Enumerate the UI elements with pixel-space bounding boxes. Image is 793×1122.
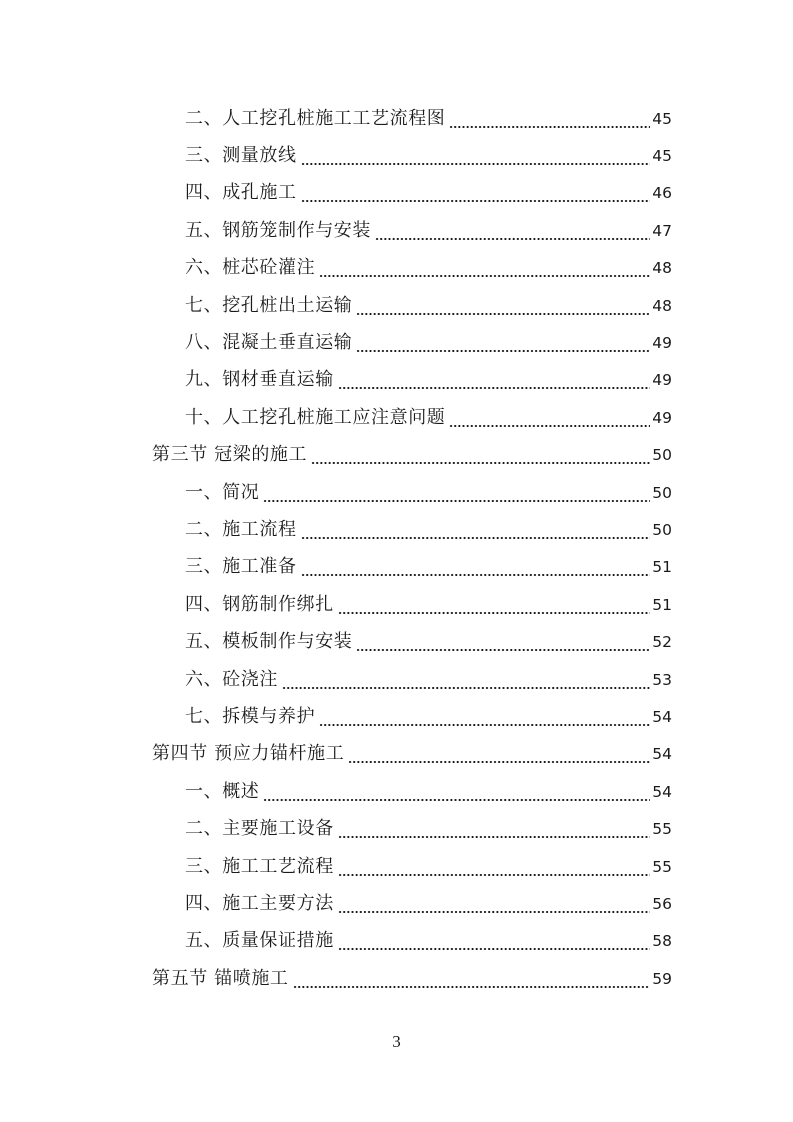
toc-entry-page: 46 — [652, 184, 672, 203]
toc-entry-page: 51 — [652, 558, 672, 577]
toc-entry-page: 54 — [652, 782, 672, 801]
toc-entry[interactable] — [0, 848, 793, 885]
toc-entry-title: 六、砼浇注 — [185, 668, 278, 690]
toc-dot-leader — [375, 220, 650, 242]
toc-dot-leader — [263, 482, 650, 504]
toc-entry[interactable] — [0, 324, 793, 361]
toc-entry[interactable] — [0, 623, 793, 660]
toc-entry-title: 八、混凝土垂直运输 — [185, 332, 353, 354]
toc-entry-title: 一、简况 — [185, 481, 260, 503]
toc-dot-leader — [301, 556, 650, 578]
toc-entry-page: 45 — [652, 109, 672, 128]
toc-dot-leader — [338, 594, 650, 616]
toc-dot-leader — [356, 295, 650, 317]
toc-entry[interactable] — [0, 511, 793, 548]
toc-entry-page: 54 — [652, 707, 672, 726]
toc-entry-title: 二、施工流程 — [185, 518, 297, 540]
toc-dot-leader — [282, 669, 650, 691]
toc-entry-page: 59 — [652, 969, 672, 988]
toc-entry[interactable] — [0, 137, 793, 174]
toc-dot-leader — [338, 893, 650, 915]
toc-entry-title: 六、桩芯砼灌注 — [185, 257, 316, 279]
toc-entry-page: 47 — [652, 221, 672, 240]
toc-dot-leader — [449, 407, 650, 429]
toc-dot-leader — [348, 743, 650, 765]
toc-entry[interactable] — [0, 923, 793, 960]
toc-entry-page: 53 — [652, 670, 672, 689]
toc-section-heading[interactable] — [0, 960, 793, 997]
toc-dot-leader — [338, 856, 650, 878]
toc-entry-page: 45 — [652, 147, 672, 166]
toc-entry[interactable] — [0, 474, 793, 511]
toc-entry-title: 第四节 预应力锚杆施工 — [152, 743, 345, 765]
toc-dot-leader — [319, 706, 650, 728]
table-of-contents — [0, 100, 793, 997]
toc-section-heading[interactable] — [0, 437, 793, 474]
toc-entry-page: 55 — [652, 820, 672, 839]
toc-section-heading[interactable] — [0, 736, 793, 773]
toc-entry-page: 49 — [652, 334, 672, 353]
toc-dot-leader — [356, 332, 650, 354]
toc-entry[interactable] — [0, 661, 793, 698]
toc-dot-leader — [356, 631, 650, 653]
toc-dot-leader — [301, 182, 650, 204]
toc-entry[interactable] — [0, 773, 793, 810]
toc-dot-leader — [338, 818, 650, 840]
toc-entry-page: 58 — [652, 932, 672, 951]
toc-entry[interactable] — [0, 212, 793, 249]
toc-entry-title: 二、主要施工设备 — [185, 818, 334, 840]
toc-entry-title: 四、成孔施工 — [185, 182, 297, 204]
toc-dot-leader — [311, 444, 650, 466]
toc-entry-title: 四、钢筋制作绑扎 — [185, 593, 334, 615]
toc-entry[interactable] — [0, 549, 793, 586]
toc-entry-page: 52 — [652, 633, 672, 652]
toc-dot-leader — [338, 369, 650, 391]
toc-entry[interactable] — [0, 698, 793, 735]
toc-entry[interactable] — [0, 399, 793, 436]
toc-entry-title: 七、挖孔桩出土运输 — [185, 294, 353, 316]
toc-entry-title: 三、施工工艺流程 — [185, 855, 334, 877]
toc-dot-leader — [449, 108, 650, 130]
toc-entry-page: 51 — [652, 595, 672, 614]
toc-entry[interactable] — [0, 100, 793, 137]
toc-dot-leader — [301, 519, 650, 541]
toc-entry-page: 49 — [652, 371, 672, 390]
toc-dot-leader — [301, 145, 650, 167]
toc-entry[interactable] — [0, 287, 793, 324]
toc-entry-page: 55 — [652, 857, 672, 876]
toc-entry-page: 50 — [652, 446, 672, 465]
toc-entry-title: 七、拆模与养护 — [185, 705, 316, 727]
toc-entry-page: 50 — [652, 520, 672, 539]
toc-entry[interactable] — [0, 250, 793, 287]
toc-entry-title: 三、测量放线 — [185, 145, 297, 167]
toc-entry-title: 九、钢材垂直运输 — [185, 369, 334, 391]
toc-entry-title: 五、模板制作与安装 — [185, 631, 353, 653]
toc-entry-title: 五、钢筋笼制作与安装 — [185, 219, 371, 241]
toc-entry[interactable] — [0, 885, 793, 922]
toc-entry-title: 四、施工主要方法 — [185, 892, 334, 914]
toc-entry-page: 50 — [652, 483, 672, 502]
toc-entry-title: 三、施工准备 — [185, 556, 297, 578]
toc-dot-leader — [293, 968, 650, 990]
toc-entry-title: 第三节 冠梁的施工 — [152, 444, 308, 466]
toc-entry-title: 二、人工挖孔桩施工工艺流程图 — [185, 107, 446, 129]
toc-entry-title: 第五节 锚喷施工 — [152, 967, 289, 989]
toc-entry[interactable] — [0, 175, 793, 212]
toc-entry-title: 五、质量保证措施 — [185, 930, 334, 952]
page-number: 3 — [392, 1032, 401, 1051]
toc-entry-page: 54 — [652, 745, 672, 764]
toc-entry-page: 48 — [652, 259, 672, 278]
toc-dot-leader — [263, 781, 650, 803]
toc-dot-leader — [338, 930, 650, 952]
toc-entry[interactable] — [0, 810, 793, 847]
toc-entry-page: 56 — [652, 894, 672, 913]
toc-entry-page: 48 — [652, 296, 672, 315]
toc-dot-leader — [319, 257, 650, 279]
toc-entry-title: 一、概述 — [185, 780, 260, 802]
toc-entry-title: 十、人工挖孔桩施工应注意问题 — [185, 406, 446, 428]
toc-entry[interactable] — [0, 586, 793, 623]
toc-entry-page: 49 — [652, 408, 672, 427]
toc-entry[interactable] — [0, 362, 793, 399]
